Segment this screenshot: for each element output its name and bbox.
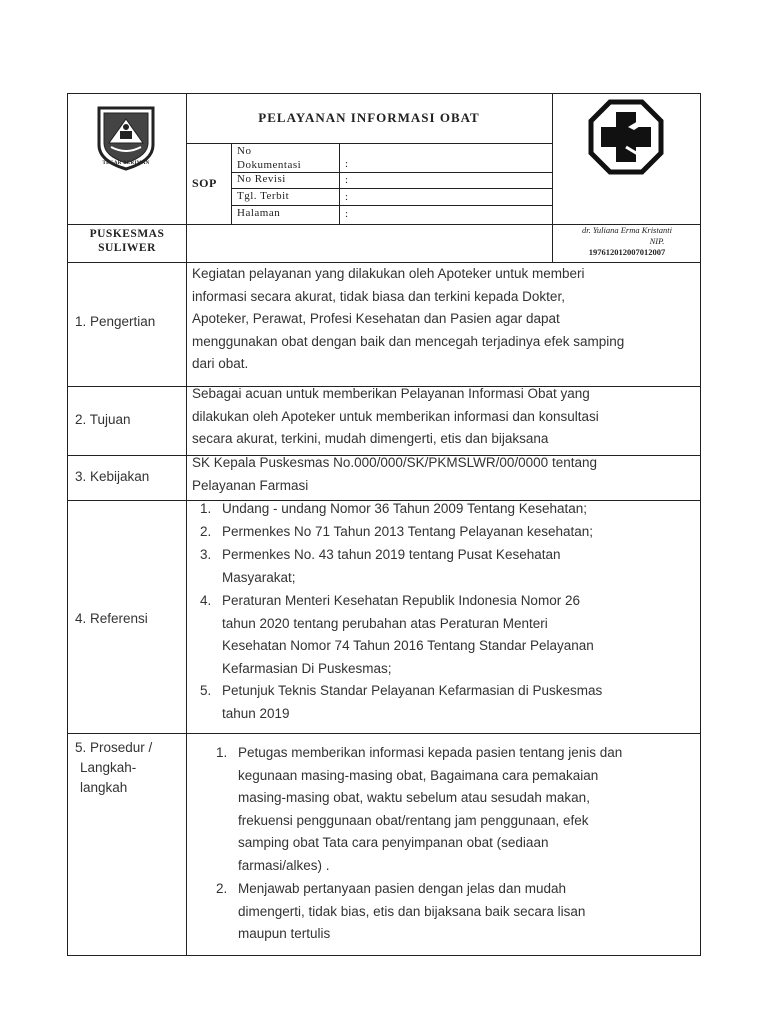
logo-caption: TEGAR BERIMAN	[102, 161, 150, 166]
meta-label-doc-number: No Dokumentasi	[237, 145, 302, 171]
signatory-name: dr. Yuliana Erma Kristanti	[582, 225, 672, 235]
section-body-kebijakan: SK Kepala Puskesmas No.000/000/SK/PKMSLWR/00/0000 tentang Pelayanan Farmasi	[192, 455, 597, 493]
meta-label-page: Halaman	[237, 207, 281, 219]
section-label-referensi: 4. Referensi	[75, 611, 148, 626]
meta-label-issue-date: Tgl. Terbit	[237, 190, 290, 202]
signatory-nip: 197612012007012007	[588, 247, 666, 257]
section-label-tujuan: 2. Tujuan	[75, 412, 131, 427]
meta-label-revision: No Revisi	[237, 173, 286, 185]
section-label-prosedur: 5. Prosedur / Langkah- langkah	[75, 740, 153, 795]
puskesmas-emblem-icon	[588, 99, 664, 175]
meta-sep-revision: :	[345, 174, 349, 186]
meta-sep-doc-number: :	[345, 158, 349, 170]
signatory-block	[553, 225, 701, 258]
meta-sep-page: :	[345, 208, 349, 220]
organization-name: PUSKESMAS SULIWER	[89, 228, 165, 254]
document-title: PELAYANAN INFORMASI OBAT	[258, 110, 480, 125]
section-body-pengertian: Kegiatan pelayanan yang dilakukan oleh Apoteker untuk memberi informasi secara akurat, tidak biasa dan terkini kepada Dokter, Apoteker, Perawat, Profesi Kesehatan dan Pasien agar dapat menggunakan obat dengan baik dan mencegah terjadinya efek samping dari obat.	[192, 266, 625, 372]
section-body-tujuan: Sebagai acuan untuk memberikan Pelayanan Informasi Obat yang dilakukan oleh Apoteker untuk memberikan informasi dan konsultasi secara akurat, terkini, mudah dimengerti, etis dan bijaksana	[192, 386, 599, 447]
section-label-kebijakan: 3. Kebijakan	[75, 469, 150, 484]
meta-sep-issue-date: :	[345, 191, 349, 203]
section-label-pengertian: 1. Pengertian	[75, 314, 156, 329]
signatory-nip-label: NIP.	[649, 236, 665, 246]
sop-label: SOP	[192, 176, 217, 190]
